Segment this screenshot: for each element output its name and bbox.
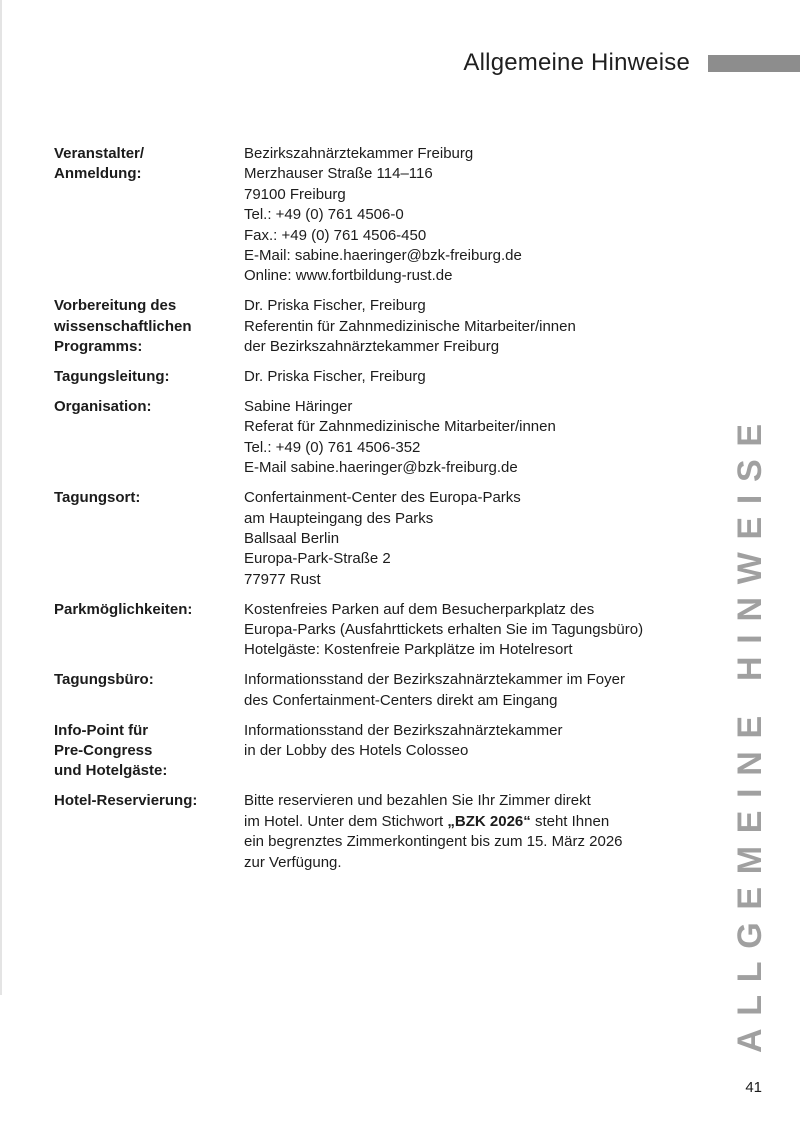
info-list (54, 144, 704, 883)
entry-value: Dr. Priska Fischer, Freiburg Referentin für Zahnmedizinische Mitarbeiter/innen der Bezirkszahnärztekammer Freiburg (244, 297, 576, 356)
entry-label: Hotel-Reservierung: (54, 792, 198, 810)
entry-veranstalter (54, 144, 704, 287)
entry-value: Informationsstand der Bezirkszahnärztekammer in der Lobby des Hotels Colosseo (244, 721, 563, 760)
entry-parkmoeglichkeiten (54, 600, 704, 661)
entry-vorbereitung (54, 296, 704, 357)
entry-value: Bitte reservieren und bezahlen Sie Ihr Zimmer direkt im Hotel. Unter dem Stichwort „BZK 2026“ steht Ihnen ein begrenztes Zimmerkontingent bis zum 15. März 2026 zur Verfügung. (244, 792, 623, 871)
website-text: Online: www.fortbildung-rust.de (244, 267, 453, 285)
entry-label: Tagungsort: (54, 489, 141, 507)
entry-tagungsleitung (54, 367, 704, 387)
entry-label: Parkmöglichkeiten: (54, 600, 193, 618)
email-text: E-Mail sabine.haeringer@bzk-freiburg.de (244, 459, 518, 477)
header-accent-bar (708, 55, 800, 72)
page-number: 41 (745, 1079, 762, 1096)
entry-hotel-reservierung (54, 791, 704, 873)
entry-label: Organisation: (54, 397, 152, 415)
entry-label: Tagungsleitung: (54, 368, 170, 386)
entry-label: Info-Point für Pre-Congress und Hotelgäste: (54, 721, 168, 780)
entry-value: Sabine Häringer Referat für Zahnmedizinische Mitarbeiter/innen Tel.: +49 (0) 761 4506-352 E-Mail sabine.haeringer@bzk-freiburg.de (244, 397, 704, 479)
booking-keyword: „BZK 2026“ (447, 812, 531, 830)
entry-tagungsort (54, 488, 704, 590)
entry-info-point (54, 721, 704, 782)
entry-value: Kostenfreies Parken auf dem Besucherparkplatz des Europa-Parks (Ausfahrttickets erhalten Sie im Tagungsbüro) Hotelgäste: Kostenfreie Parkplätze im Hotelresort (244, 600, 644, 659)
entry-value: Informationsstand der Bezirkszahnärztekammer im Foyer des Confertainment-Centers direkt am Eingang (244, 671, 625, 709)
vertical-section-title: ALLGEMEINE HINWEISE (731, 411, 769, 1053)
entry-organisation (54, 397, 704, 479)
entry-label: Veranstalter/ Anmeldung: (54, 145, 145, 183)
entry-tagungsbuero (54, 670, 704, 711)
page-header-title: Allgemeine Hinweise (463, 49, 690, 76)
email-text: E-Mail: sabine.haeringer@bzk-freiburg.de (244, 247, 522, 265)
page-edge-line (0, 0, 2, 995)
entry-value: Dr. Priska Fischer, Freiburg (244, 368, 426, 386)
entry-value: Confertainment-Center des Europa-Parks am Haupteingang des Parks Ballsaal Berlin Europa-Park-Straße 2 77977 Rust (244, 489, 521, 588)
entry-value: Bezirkszahnärztekammer Freiburg Merzhauser Straße 114–116 79100 Freiburg Tel.: +49 (0) 761 4506-0 Fax.: +49 (0) 761 4506-450 E-Mail: sabine.haeringer@bzk-freiburg.de Online: www.fortbildung-rust.de (244, 144, 704, 287)
entry-label: Vorbereitung des wissenschaftlichen Programms: (54, 297, 192, 356)
entry-label: Tagungsbüro: (54, 671, 154, 689)
